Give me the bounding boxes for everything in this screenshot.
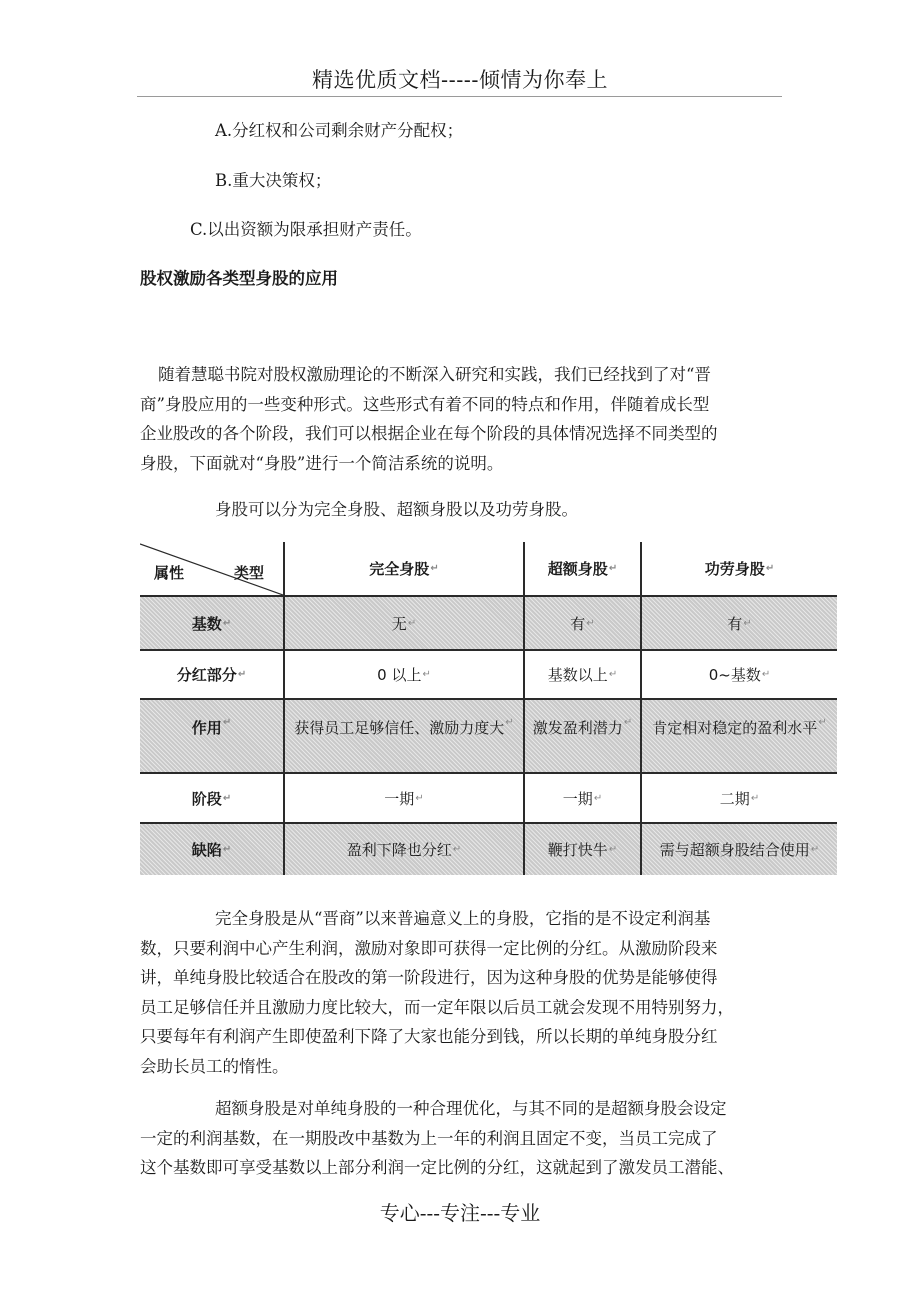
page-footer: 专心---专注---专业	[379, 1201, 541, 1225]
excess-shares-paragraph	[140, 1094, 785, 1183]
paragraph-line: 超额身股是对单纯身股的一种合理优化，与其不同的是超额身股会设定	[215, 1099, 727, 1118]
table-grid-line	[140, 595, 837, 597]
row-label: 基数 ↵	[140, 597, 283, 649]
list-item-b: B.重大决策权；	[215, 171, 332, 190]
table-grid-line	[140, 772, 837, 774]
table-grid-line	[140, 698, 837, 700]
list-item-a: A.分红权和公司剩余财产分配权；	[215, 121, 464, 140]
table-cell: 一期 ↵	[562, 789, 603, 808]
paragraph-line: 完全身股是从“晋商”以来普遍意义上的身股，它指的是不设定利润基	[215, 909, 711, 928]
row-label: 作用 ↵	[140, 700, 283, 772]
table-cell: 需与超额身股结合使用 ↵	[642, 824, 837, 875]
paragraph-line: 商”身股应用的一些变种形式。这些形式有着不同的特点和作用，伴随着成长型	[140, 394, 710, 414]
list-item-c: C.以出资额为限承担财产责任。	[190, 220, 422, 239]
row-label: 阶段 ↵	[191, 789, 232, 808]
shares-comparison-table	[140, 542, 837, 875]
row-label: 分红部分 ↵	[176, 666, 247, 684]
table-cell: 鞭打快牛 ↵	[525, 824, 640, 875]
table-cell: 有 ↵	[642, 597, 837, 649]
paragraph-line: 这个基数即可享受基数以上部分利润一定比例的分红，这就起到了激发员工潜能、	[140, 1158, 734, 1177]
section-heading: 股权激励各类型身股的应用	[140, 269, 338, 288]
table-grid-line	[140, 822, 837, 824]
full-shares-paragraph	[140, 904, 785, 1081]
table-row	[140, 824, 837, 875]
paragraph-line: 一定的利润基数，在一期股改中基数为上一年的利润且固定不变，当员工完成了	[140, 1128, 718, 1148]
table-cell: 肯定相对稳定的盈利水平 ↵	[642, 700, 837, 772]
table-cell: 获得员工足够信任、激励力度大 ↵	[285, 700, 523, 772]
corner-type-label: 类型	[234, 564, 265, 582]
column-header: 超额身股 ↵	[547, 560, 618, 578]
table-grid-line	[283, 542, 285, 875]
column-header: 功劳身股 ↵	[704, 560, 775, 578]
table-row	[140, 651, 837, 698]
intro-paragraph	[140, 360, 785, 478]
page-header-title: 精选优质文档-----倾情为你奉上	[312, 68, 608, 92]
column-header: 完全身股 ↵	[369, 560, 439, 578]
paragraph-line: 身股，下面就对“身股”进行一个简洁系统的说明。	[140, 453, 504, 473]
paragraph-line: 只要每年有利润产生即使盈利下降了大家也能分到钱，所以长期的单纯身股分红	[140, 1027, 718, 1046]
paragraph-line: 员工足够信任并且激励力度比较大，而一定年限以后员工就会发现不用特别努力，	[140, 997, 734, 1017]
table-cell: 0~基数 ↵	[708, 666, 771, 684]
table-row	[140, 774, 837, 822]
table-cell: 0 以上 ↵	[377, 666, 431, 684]
table-cell: 一期 ↵	[384, 789, 424, 808]
table-grid-line	[140, 649, 837, 651]
paragraph-line: 讲，单纯身股比较适合在股改的第一阶段进行，因为这种身股的优势是能够使得	[140, 968, 718, 987]
classification-sentence: 身股可以分为完全身股、超额身股以及功劳身股。	[215, 500, 578, 519]
table-row	[140, 597, 837, 649]
paragraph-line: 数，只要利润中心产生利润，激励对象即可获得一定比例的分红。从激励阶段来	[140, 938, 718, 958]
table-row	[140, 700, 837, 772]
paragraph-line: 企业股改的各个阶段，我们可以根据企业在每个阶段的具体情况选择不同类型的	[140, 424, 718, 443]
table-cell: 盈利下降也分红 ↵	[285, 824, 523, 875]
row-label: 缺陷 ↵	[140, 824, 283, 875]
table-cell: 激发盈利潜力 ↵	[525, 700, 640, 772]
table-cell: 无 ↵	[285, 597, 523, 649]
table-cell: 有 ↵	[525, 597, 640, 649]
header-divider	[137, 96, 782, 97]
table-grid-line	[640, 542, 642, 875]
corner-cell	[140, 542, 283, 595]
table-header-row	[140, 542, 837, 595]
corner-attr-label: 属性	[154, 564, 185, 582]
paragraph-line: 随着慧聪书院对股权激励理论的不断深入研究和实践，我们已经找到了对“晋	[158, 365, 711, 384]
table-grid-line	[523, 542, 525, 875]
table-cell: 二期 ↵	[719, 789, 760, 808]
table-cell: 基数以上 ↵	[547, 666, 618, 684]
paragraph-line: 会助长员工的惰性。	[140, 1056, 289, 1076]
